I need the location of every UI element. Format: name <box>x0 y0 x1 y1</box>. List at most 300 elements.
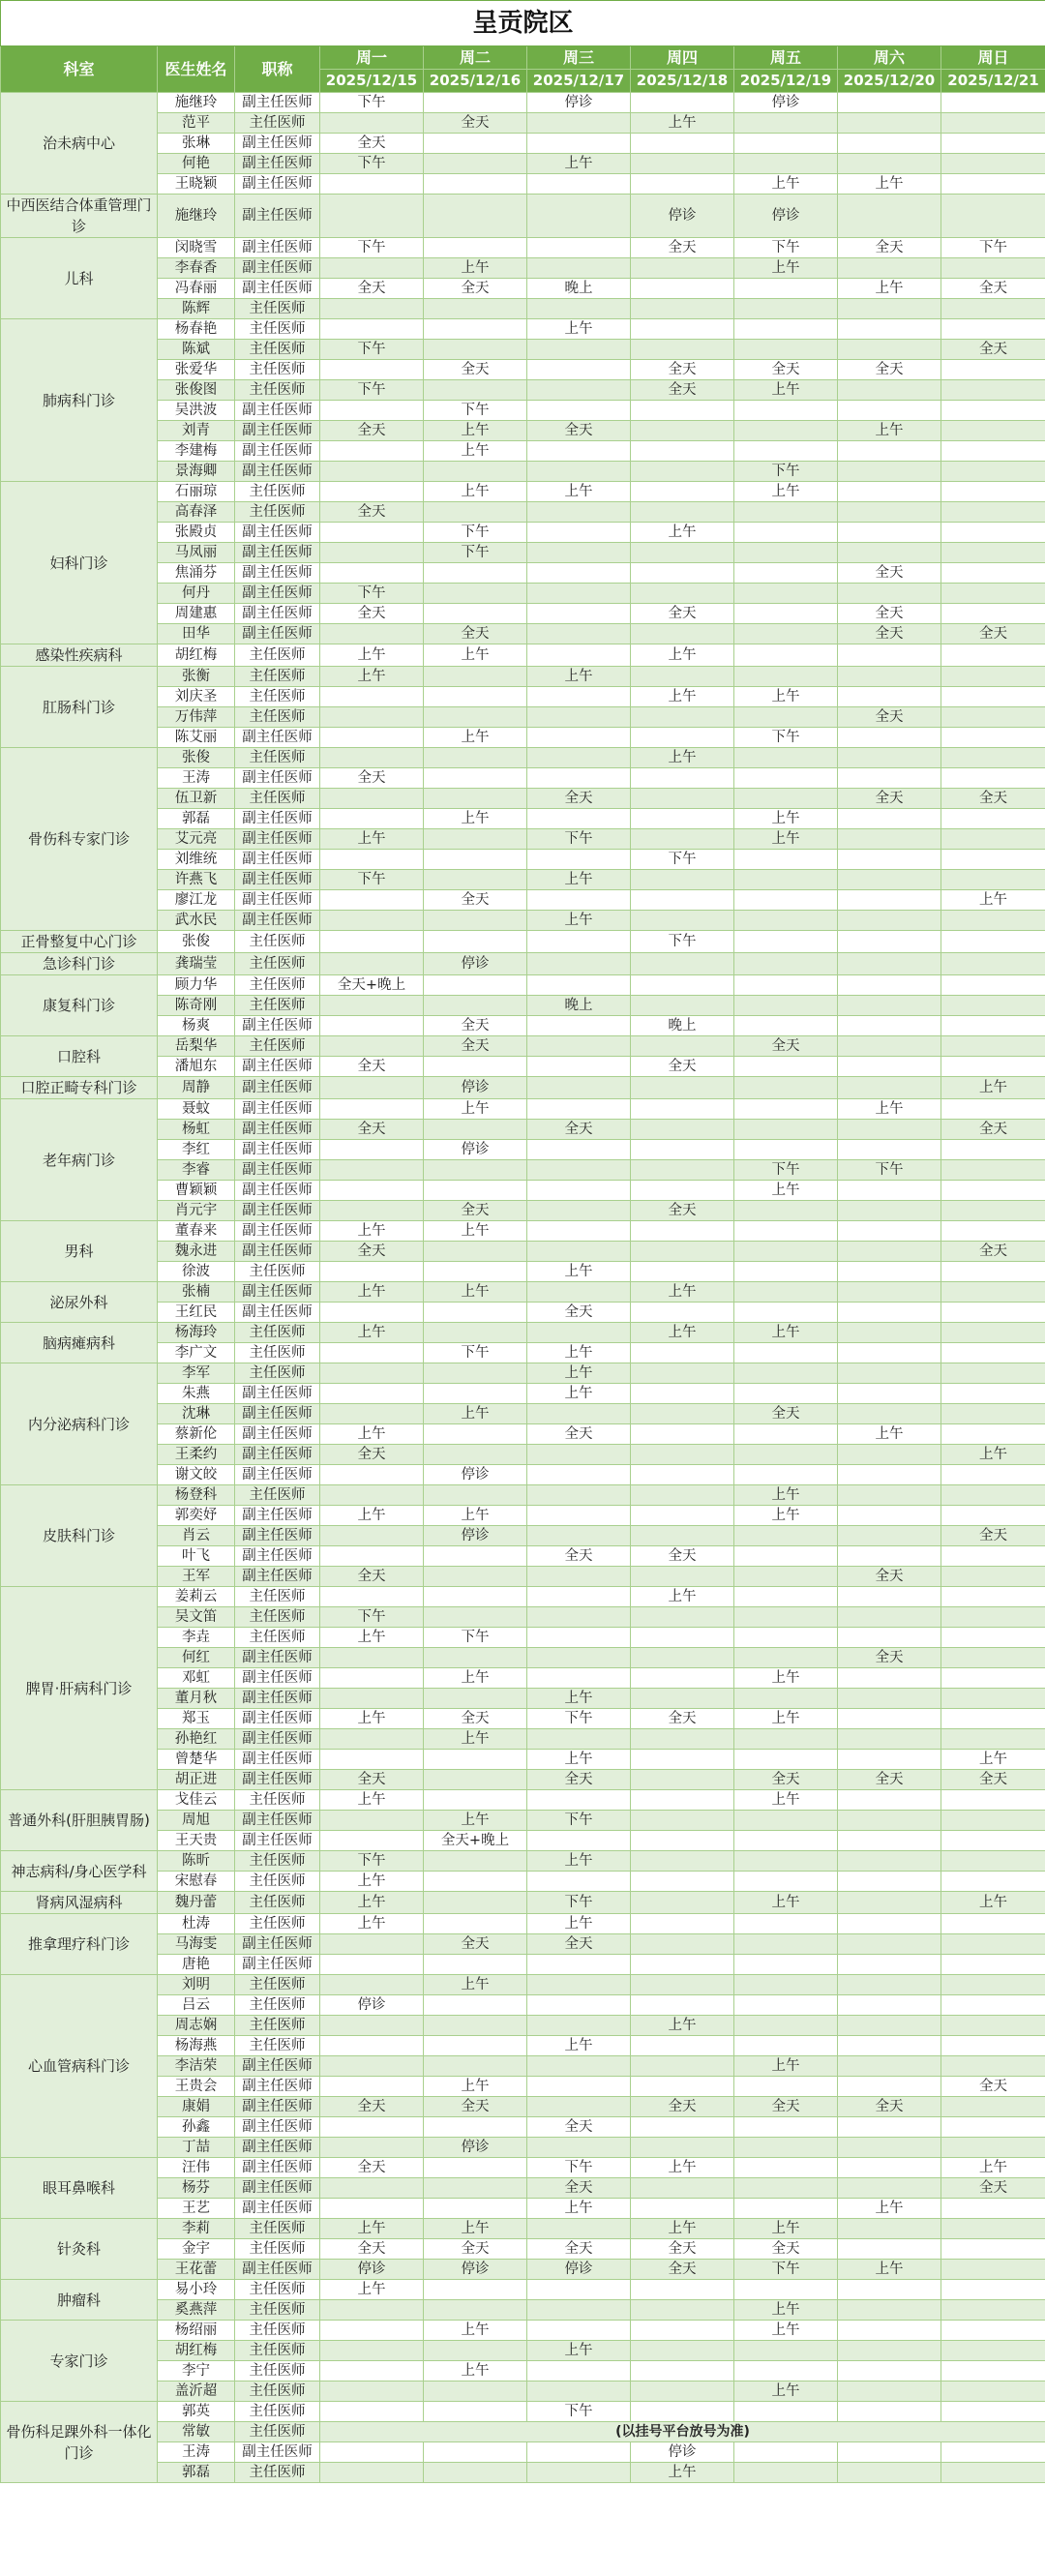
doctor-name: 王军 <box>158 1567 235 1587</box>
schedule-cell <box>320 728 424 748</box>
schedule-cell: 上午 <box>734 687 838 707</box>
schedule-cell <box>631 340 734 360</box>
doctor-name: 盖沂超 <box>158 2381 235 2402</box>
schedule-cell: 上午 <box>424 1099 527 1120</box>
header-date: 2025/12/16 <box>424 70 527 93</box>
schedule-cell <box>734 1587 838 1607</box>
doctor-name: 王红民 <box>158 1303 235 1323</box>
dept-name: 肺病科门诊 <box>1 319 158 482</box>
schedule-cell <box>320 319 424 340</box>
table-row <box>1 2077 1045 2097</box>
schedule-cell <box>527 1729 631 1750</box>
schedule-cell <box>527 2077 631 2097</box>
schedule-cell: 全天 <box>424 113 527 134</box>
schedule-cell: 全天 <box>527 2239 631 2260</box>
schedule-cell <box>527 1506 631 1526</box>
schedule-cell <box>941 667 1045 687</box>
schedule-cell <box>424 584 527 604</box>
schedule-cell <box>527 238 631 258</box>
schedule-cell <box>838 1343 941 1363</box>
doctor-name: 张楠 <box>158 1282 235 1303</box>
schedule-cell <box>734 1689 838 1709</box>
schedule-cell <box>320 2138 424 2158</box>
schedule-cell <box>527 1995 631 2016</box>
schedule-cell <box>320 931 424 953</box>
doctor-rank: 副主任医师 <box>235 1099 320 1120</box>
schedule-cell <box>838 2077 941 2097</box>
schedule-cell <box>838 195 941 238</box>
doctor-rank: 主任医师 <box>235 667 320 687</box>
schedule-cell <box>527 113 631 134</box>
schedule-cell <box>527 748 631 768</box>
schedule-cell <box>320 113 424 134</box>
schedule-cell <box>320 1465 424 1485</box>
table-row <box>1 1016 1045 1036</box>
schedule-cell <box>631 1851 734 1872</box>
schedule-cell: 全天 <box>838 238 941 258</box>
doctor-name: 王艺 <box>158 2199 235 2219</box>
doctor-rank: 副主任医师 <box>235 829 320 850</box>
table-row <box>1 1526 1045 1546</box>
schedule-cell: 上午 <box>320 1221 424 1242</box>
schedule-cell <box>320 809 424 829</box>
schedule-cell <box>838 543 941 563</box>
doctor-name: 张爱华 <box>158 360 235 380</box>
table-row <box>1 1648 1045 1668</box>
schedule-cell <box>424 2442 527 2463</box>
table-row <box>1 1181 1045 1201</box>
schedule-cell: 全天 <box>424 1201 527 1221</box>
schedule-cell <box>527 1485 631 1506</box>
doctor-rank: 副主任医师 <box>235 421 320 441</box>
schedule-cell <box>838 2016 941 2036</box>
doctor-rank: 副主任医师 <box>235 1445 320 1465</box>
schedule-cell <box>527 441 631 462</box>
schedule-cell: 上午 <box>941 1077 1045 1099</box>
doctor-name: 陈艾丽 <box>158 728 235 748</box>
schedule-cell <box>424 1384 527 1404</box>
schedule-cell <box>631 1465 734 1485</box>
schedule-cell: 上午 <box>320 1282 424 1303</box>
schedule-cell <box>527 953 631 975</box>
doctor-rank: 主任医师 <box>235 1262 320 1282</box>
schedule-cell <box>424 748 527 768</box>
schedule-cell <box>320 2402 424 2422</box>
doctor-rank: 副主任医师 <box>235 2117 320 2138</box>
schedule-cell <box>424 238 527 258</box>
schedule-cell <box>838 1262 941 1282</box>
doctor-rank: 副主任医师 <box>235 1770 320 1790</box>
schedule-cell <box>734 421 838 441</box>
schedule-cell: 全天 <box>320 768 424 789</box>
schedule-cell <box>631 1831 734 1851</box>
schedule-cell <box>941 523 1045 543</box>
schedule-cell <box>527 2219 631 2239</box>
doctor-name: 魏永进 <box>158 1242 235 1262</box>
schedule-cell: 上午 <box>838 2199 941 2219</box>
doctor-rank: 副主任医师 <box>235 154 320 174</box>
schedule-cell <box>320 2321 424 2341</box>
schedule-cell <box>631 2077 734 2097</box>
schedule-cell <box>734 1914 838 1934</box>
schedule-cell: 下午 <box>527 2402 631 2422</box>
schedule-cell <box>631 1424 734 1445</box>
doctor-rank: 副主任医师 <box>235 1729 320 1750</box>
schedule-cell: 上午 <box>734 2381 838 2402</box>
schedule-cell: 全天 <box>941 1770 1045 1790</box>
schedule-cell <box>734 2036 838 2056</box>
schedule-cell <box>631 2402 734 2422</box>
doctor-name: 许燕飞 <box>158 870 235 890</box>
schedule-cell <box>631 1975 734 1995</box>
doctor-rank: 副主任医师 <box>235 1648 320 1668</box>
doctor-name: 陈奇刚 <box>158 996 235 1016</box>
schedule-cell <box>734 2463 838 2483</box>
schedule-cell <box>838 1587 941 1607</box>
schedule-cell <box>734 299 838 319</box>
doctor-rank: 副主任医师 <box>235 2260 320 2280</box>
schedule-cell <box>631 1567 734 1587</box>
schedule-cell <box>838 1975 941 1995</box>
schedule-cell <box>320 2463 424 2483</box>
doctor-rank: 副主任医师 <box>235 1077 320 1099</box>
schedule-cell <box>941 768 1045 789</box>
doctor-rank: 副主任医师 <box>235 462 320 482</box>
schedule-cell <box>838 1323 941 1343</box>
schedule-cell <box>838 1120 941 1140</box>
schedule-cell <box>734 1445 838 1465</box>
schedule-cell <box>838 2138 941 2158</box>
schedule-cell <box>838 2381 941 2402</box>
schedule-cell: 下午 <box>527 829 631 850</box>
schedule-cell <box>941 1790 1045 1811</box>
dept-name: 心血管病科门诊 <box>1 1975 158 2158</box>
schedule-cell: 全天 <box>941 2077 1045 2097</box>
doctor-name: 杨春艳 <box>158 319 235 340</box>
schedule-cell <box>838 1077 941 1099</box>
table-row <box>1 931 1045 953</box>
schedule-cell <box>941 2321 1045 2341</box>
header-doctor: 医生姓名 <box>158 46 235 93</box>
table-row <box>1 1445 1045 1465</box>
schedule-cell <box>527 644 631 667</box>
schedule-cell <box>941 1201 1045 1221</box>
schedule-cell: 停诊 <box>424 2260 527 2280</box>
dept-name: 治未病中心 <box>1 93 158 195</box>
doctor-rank: 副主任医师 <box>235 911 320 931</box>
doctor-name: 吕云 <box>158 1995 235 2016</box>
schedule-cell <box>631 441 734 462</box>
schedule-cell: 上午 <box>320 1506 424 1526</box>
doctor-rank: 副主任医师 <box>235 134 320 154</box>
schedule-cell <box>838 462 941 482</box>
schedule-cell <box>424 2178 527 2199</box>
doctor-rank: 主任医师 <box>235 1790 320 1811</box>
dept-name: 口腔科 <box>1 1036 158 1077</box>
schedule-cell <box>527 2300 631 2321</box>
doctor-rank: 副主任医师 <box>235 1668 320 1689</box>
schedule-cell <box>424 134 527 154</box>
doctor-rank: 主任医师 <box>235 1995 320 2016</box>
schedule-cell: 上午 <box>734 1506 838 1526</box>
table-row <box>1 1872 1045 1892</box>
schedule-cell: 下午 <box>320 238 424 258</box>
doctor-name: 刘维统 <box>158 850 235 870</box>
table-row <box>1 2280 1045 2300</box>
schedule-cell <box>527 1567 631 1587</box>
schedule-cell <box>631 1140 734 1160</box>
schedule-cell <box>527 584 631 604</box>
schedule-cell <box>424 1363 527 1384</box>
schedule-cell: 全天+晚上 <box>320 975 424 996</box>
table-row <box>1 911 1045 931</box>
schedule-cell: 停诊 <box>320 1995 424 2016</box>
schedule-cell <box>838 1934 941 1955</box>
table-row <box>1 1914 1045 1934</box>
schedule-cell: 全天 <box>838 1567 941 1587</box>
schedule-cell: 上午 <box>527 1689 631 1709</box>
schedule-cell <box>838 1668 941 1689</box>
schedule-cell <box>941 1323 1045 1343</box>
schedule-cell: 上午 <box>527 1262 631 1282</box>
schedule-cell <box>734 1343 838 1363</box>
schedule-cell <box>527 728 631 748</box>
doctor-rank: 主任医师 <box>235 996 320 1016</box>
table-row <box>1 380 1045 401</box>
schedule-cell: 上午 <box>734 258 838 279</box>
schedule-cell <box>527 1790 631 1811</box>
schedule-cell <box>838 1201 941 1221</box>
schedule-cell <box>734 2361 838 2381</box>
table-row <box>1 2321 1045 2341</box>
schedule-cell <box>838 1790 941 1811</box>
schedule-cell: 上午 <box>734 2321 838 2341</box>
schedule-cell <box>527 2056 631 2077</box>
schedule-cell: 全天 <box>941 1526 1045 1546</box>
table-row <box>1 1160 1045 1181</box>
schedule-cell <box>838 1221 941 1242</box>
doctor-name: 石丽琼 <box>158 482 235 502</box>
schedule-cell <box>838 911 941 931</box>
doctor-name: 张俊 <box>158 931 235 953</box>
schedule-cell <box>838 1955 941 1975</box>
doctor-rank: 副主任医师 <box>235 1709 320 1729</box>
schedule-cell: 上午 <box>631 2219 734 2239</box>
schedule-cell: 上午 <box>320 1709 424 1729</box>
table-row <box>1 93 1045 113</box>
dept-name: 骨伤科足踝外科一体化门诊 <box>1 2402 158 2483</box>
schedule-cell <box>941 911 1045 931</box>
schedule-cell <box>941 1160 1045 1181</box>
schedule-cell <box>424 174 527 195</box>
schedule-cell: 上午 <box>527 1851 631 1872</box>
doctor-rank: 副主任医师 <box>235 279 320 299</box>
schedule-cell <box>631 870 734 890</box>
schedule-cell <box>734 502 838 523</box>
schedule-cell <box>631 1445 734 1465</box>
table-row <box>1 1770 1045 1790</box>
schedule-cell <box>320 258 424 279</box>
doctor-name: 李红 <box>158 1140 235 1160</box>
schedule-cell <box>320 1648 424 1668</box>
schedule-cell <box>320 2442 424 2463</box>
schedule-cell <box>527 502 631 523</box>
doctor-rank: 副主任医师 <box>235 2178 320 2199</box>
doctor-name: 杨虹 <box>158 1120 235 1140</box>
schedule-cell <box>424 93 527 113</box>
table-row <box>1 340 1045 360</box>
schedule-cell <box>631 829 734 850</box>
doctor-rank: 主任医师 <box>235 707 320 728</box>
schedule-cell: 上午 <box>527 870 631 890</box>
schedule-cell <box>734 441 838 462</box>
schedule-cell <box>838 850 941 870</box>
doctor-rank: 副主任医师 <box>235 1016 320 1036</box>
schedule-cell <box>424 1160 527 1181</box>
schedule-cell: 晚上 <box>527 279 631 299</box>
schedule-cell <box>631 1160 734 1181</box>
schedule-cell <box>838 1709 941 1729</box>
schedule-cell <box>527 462 631 482</box>
schedule-cell: 全天 <box>320 1057 424 1077</box>
schedule-cell <box>941 1384 1045 1404</box>
schedule-cell <box>631 2300 734 2321</box>
schedule-cell <box>941 1872 1045 1892</box>
schedule-cell <box>734 604 838 624</box>
doctor-name: 施继玲 <box>158 93 235 113</box>
doctor-name: 奚燕萍 <box>158 2300 235 2321</box>
schedule-cell: 上午 <box>734 809 838 829</box>
schedule-cell <box>941 1424 1045 1445</box>
schedule-cell <box>320 2341 424 2361</box>
schedule-cell <box>941 1303 1045 1323</box>
schedule-cell <box>734 543 838 563</box>
schedule-cell: 上午 <box>527 2199 631 2219</box>
schedule-cell <box>320 195 424 238</box>
schedule-cell: 下午 <box>424 523 527 543</box>
dept-name: 普通外科(肝胆胰胃肠) <box>1 1790 158 1851</box>
schedule-cell <box>838 2036 941 2056</box>
doctor-name: 汪伟 <box>158 2158 235 2178</box>
table-row <box>1 953 1045 975</box>
table-row <box>1 604 1045 624</box>
doctor-name: 郑玉 <box>158 1709 235 1729</box>
schedule-cell: 全天 <box>838 707 941 728</box>
schedule-cell <box>941 1099 1045 1120</box>
schedule-cell <box>941 401 1045 421</box>
table-row <box>1 1404 1045 1424</box>
schedule-cell: 停诊 <box>734 93 838 113</box>
table-row <box>1 2442 1045 2463</box>
schedule-cell <box>320 1811 424 1831</box>
schedule-cell: 上午 <box>734 1790 838 1811</box>
schedule-cell <box>320 1077 424 1099</box>
schedule-cell <box>838 2239 941 2260</box>
doctor-name: 潘旭东 <box>158 1057 235 1077</box>
schedule-cell <box>424 687 527 707</box>
doctor-rank: 主任医师 <box>235 1036 320 1057</box>
schedule-cell: 上午 <box>941 1750 1045 1770</box>
schedule-cell <box>941 299 1045 319</box>
doctor-rank: 副主任医师 <box>235 870 320 890</box>
doctor-rank: 主任医师 <box>235 2463 320 2483</box>
doctor-rank: 副主任医师 <box>235 174 320 195</box>
dept-name: 老年病门诊 <box>1 1099 158 1221</box>
doctor-name: 武水民 <box>158 911 235 931</box>
doctor-rank: 副主任医师 <box>235 1506 320 1526</box>
schedule-cell <box>941 1811 1045 1831</box>
doctor-rank: 副主任医师 <box>235 2442 320 2463</box>
doctor-rank: 主任医师 <box>235 1607 320 1628</box>
schedule-cell: 上午 <box>424 2321 527 2341</box>
schedule-cell <box>838 1914 941 1934</box>
table-row <box>1 2158 1045 2178</box>
schedule-cell <box>424 2381 527 2402</box>
schedule-cell <box>424 1181 527 1201</box>
schedule-cell: 全天 <box>631 360 734 380</box>
schedule-cell <box>734 2341 838 2361</box>
schedule-cell <box>838 299 941 319</box>
doctor-name: 姜莉云 <box>158 1587 235 1607</box>
schedule-cell: 全天 <box>424 2239 527 2260</box>
table-row <box>1 1485 1045 1506</box>
doctor-name: 易小玲 <box>158 2280 235 2300</box>
schedule-cell <box>320 1587 424 1607</box>
schedule-cell <box>631 1689 734 1709</box>
schedule-cell <box>320 1363 424 1384</box>
schedule-cell <box>631 543 734 563</box>
schedule-cell <box>320 1099 424 1120</box>
schedule-cell: 上午 <box>424 2219 527 2239</box>
schedule-cell: 全天 <box>631 1201 734 1221</box>
schedule-cell <box>631 1955 734 1975</box>
schedule-cell: 上午 <box>320 1914 424 1934</box>
header-day: 周二 <box>424 46 527 70</box>
schedule-cell <box>527 2361 631 2381</box>
doctor-rank: 主任医师 <box>235 482 320 502</box>
schedule-cell <box>734 911 838 931</box>
schedule-cell <box>320 953 424 975</box>
schedule-cell: 全天 <box>527 421 631 441</box>
schedule-cell: 全天 <box>631 1709 734 1729</box>
table-row <box>1 279 1045 299</box>
doctor-rank: 主任医师 <box>235 2280 320 2300</box>
schedule-cell: 上午 <box>838 421 941 441</box>
dept-name: 肛肠科门诊 <box>1 667 158 748</box>
table-row <box>1 1709 1045 1729</box>
doctor-name: 宋慰春 <box>158 1872 235 1892</box>
schedule-cell: 下午 <box>734 462 838 482</box>
schedule-cell <box>838 1811 941 1831</box>
schedule-cell <box>734 2442 838 2463</box>
schedule-cell: 全天 <box>838 1770 941 1790</box>
doctor-rank: 副主任医师 <box>235 1689 320 1709</box>
schedule-cell <box>631 2361 734 2381</box>
schedule-cell <box>527 360 631 380</box>
schedule-cell: 上午 <box>838 174 941 195</box>
schedule-cell: 下午 <box>424 401 527 421</box>
header-date: 2025/12/17 <box>527 70 631 93</box>
doctor-name: 刘明 <box>158 1975 235 1995</box>
doctor-name: 常敏 <box>158 2422 235 2442</box>
schedule-cell <box>838 687 941 707</box>
schedule-cell <box>734 1424 838 1445</box>
schedule-cell <box>631 728 734 748</box>
schedule-cell: 上午 <box>941 890 1045 911</box>
schedule-cell <box>527 1648 631 1668</box>
schedule-cell <box>734 2138 838 2158</box>
schedule-cell: 上午 <box>320 1892 424 1914</box>
